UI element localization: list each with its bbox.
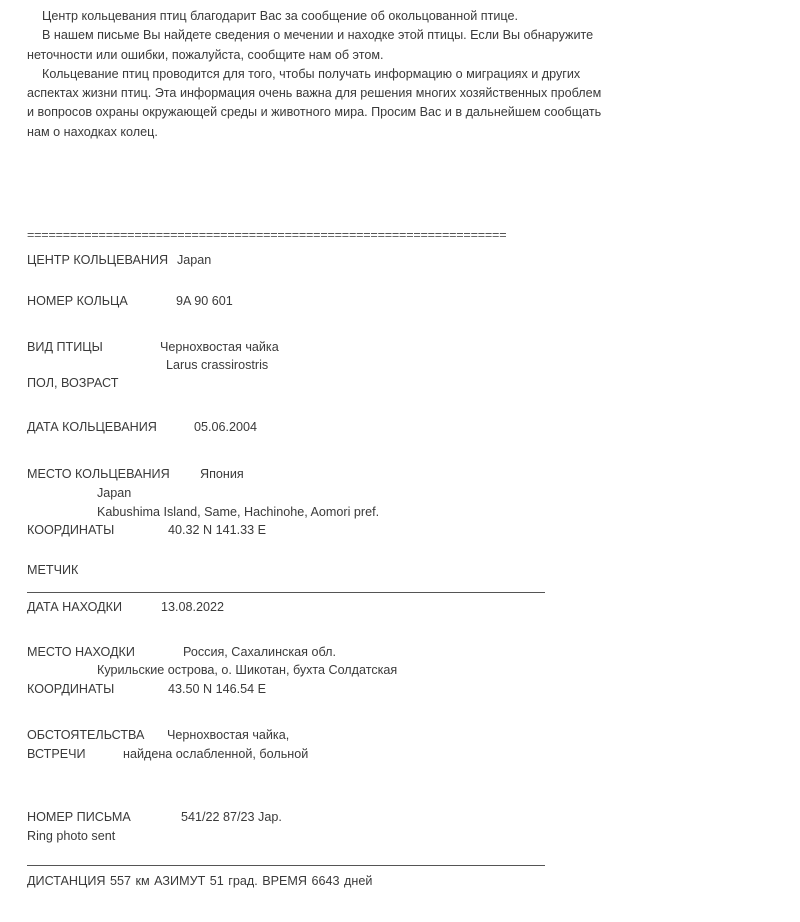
circumstances-row-2 — [27, 745, 309, 763]
intro-text — [27, 0, 607, 142]
species-value-latin: Larus crassirostris — [166, 358, 269, 372]
find-coordinates-label: КООРДИНАТЫ — [27, 682, 115, 696]
sex-age-label: ПОЛ, ВОЗРАСТ — [27, 376, 119, 390]
ringing-coordinates-value: 40.32 N 141.33 E — [168, 523, 267, 537]
ringing-center-value: Japan — [177, 253, 212, 267]
ringer-label: МЕТЧИК — [27, 563, 79, 577]
ringing-place-country-ru: Япония — [200, 467, 244, 481]
circumstances-row — [27, 726, 290, 744]
species-row — [27, 338, 279, 356]
find-place-row — [27, 643, 336, 661]
ringing-date-row — [27, 418, 258, 436]
letter-document — [27, 0, 607, 142]
circumstances-value-2: найдена ослабленной, больной — [123, 747, 309, 761]
find-date-row — [27, 598, 225, 616]
ringing-center-label: ЦЕНТР КОЛЬЦЕВАНИЯ — [27, 253, 169, 267]
ringing-coordinates-row — [27, 521, 267, 539]
distance-summary: ДИСТАНЦИЯ 557 км АЗИМУТ 51 град. ВРЕМЯ 6643 дней — [27, 874, 373, 888]
divider-rule-bottom — [27, 865, 545, 866]
ring-photo-note: Ring photo sent — [27, 829, 116, 843]
intro-paragraph-2: В нашем письме Вы найдете сведения о мечении и находке этой птицы. Если Вы обнаружите неточности или ошибки, пожалуйста, сообщите нам об этом. — [27, 28, 594, 62]
circumstances-label-2: ВСТРЕЧИ — [27, 747, 86, 761]
ringing-place-row — [27, 465, 244, 483]
species-label: ВИД ПТИЦЫ — [27, 340, 103, 354]
letter-number-label: НОМЕР ПИСЬМА — [27, 810, 131, 824]
find-coordinates-value: 43.50 N 146.54 E — [168, 682, 267, 696]
ringing-date-value: 05.06.2004 — [194, 420, 258, 434]
intro-paragraph-3: Кольцевание птиц проводится для того, чтобы получать информацию о миграциях и других аспектах жизни птиц. Эта информация очень важна для решения многих хозяйственных проблем и вопросов охраны окружающей среды и животного мира. Просим Вас и в дальнейшем сообщать нам о находках колец. — [27, 66, 602, 139]
separator-line: =================================================================== — [27, 228, 507, 242]
ringing-date-label: ДАТА КОЛЬЦЕВАНИЯ — [27, 420, 157, 434]
circumstances-value-1: Чернохвостая чайка, — [167, 728, 290, 742]
find-coordinates-row — [27, 680, 267, 698]
letter-number-row — [27, 808, 282, 826]
ringing-place-locality: Kabushima Island, Same, Hachinohe, Aomori pref. — [97, 505, 380, 519]
circumstances-label: ОБСТОЯТЕЛЬСТВА — [27, 728, 145, 742]
find-place-region: Россия, Сахалинская обл. — [183, 645, 336, 659]
ringing-place-country-en: Japan — [97, 486, 132, 500]
find-place-locality: Курильские острова, о. Шикотан, бухта Солдатская — [97, 663, 398, 677]
ring-number-value: 9A 90 601 — [176, 294, 233, 308]
ringing-place-label: МЕСТО КОЛЬЦЕВАНИЯ — [27, 467, 170, 481]
intro-paragraph-1: Центр кольцевания птиц благодарит Вас за сообщение об окольцованной птице. — [42, 9, 518, 23]
ring-number-row — [27, 292, 233, 310]
divider-rule — [27, 592, 545, 593]
ring-number-label: НОМЕР КОЛЬЦА — [27, 294, 128, 308]
letter-number-value: 541/22 87/23 Jap. — [181, 810, 282, 824]
ringing-center-row — [27, 251, 212, 269]
find-place-label: МЕСТО НАХОДКИ — [27, 645, 135, 659]
find-date-value: 13.08.2022 — [161, 600, 225, 614]
find-date-label: ДАТА НАХОДКИ — [27, 600, 123, 614]
species-value-russian: Чернохвостая чайка — [160, 340, 279, 354]
ringing-coordinates-label: КООРДИНАТЫ — [27, 523, 115, 537]
